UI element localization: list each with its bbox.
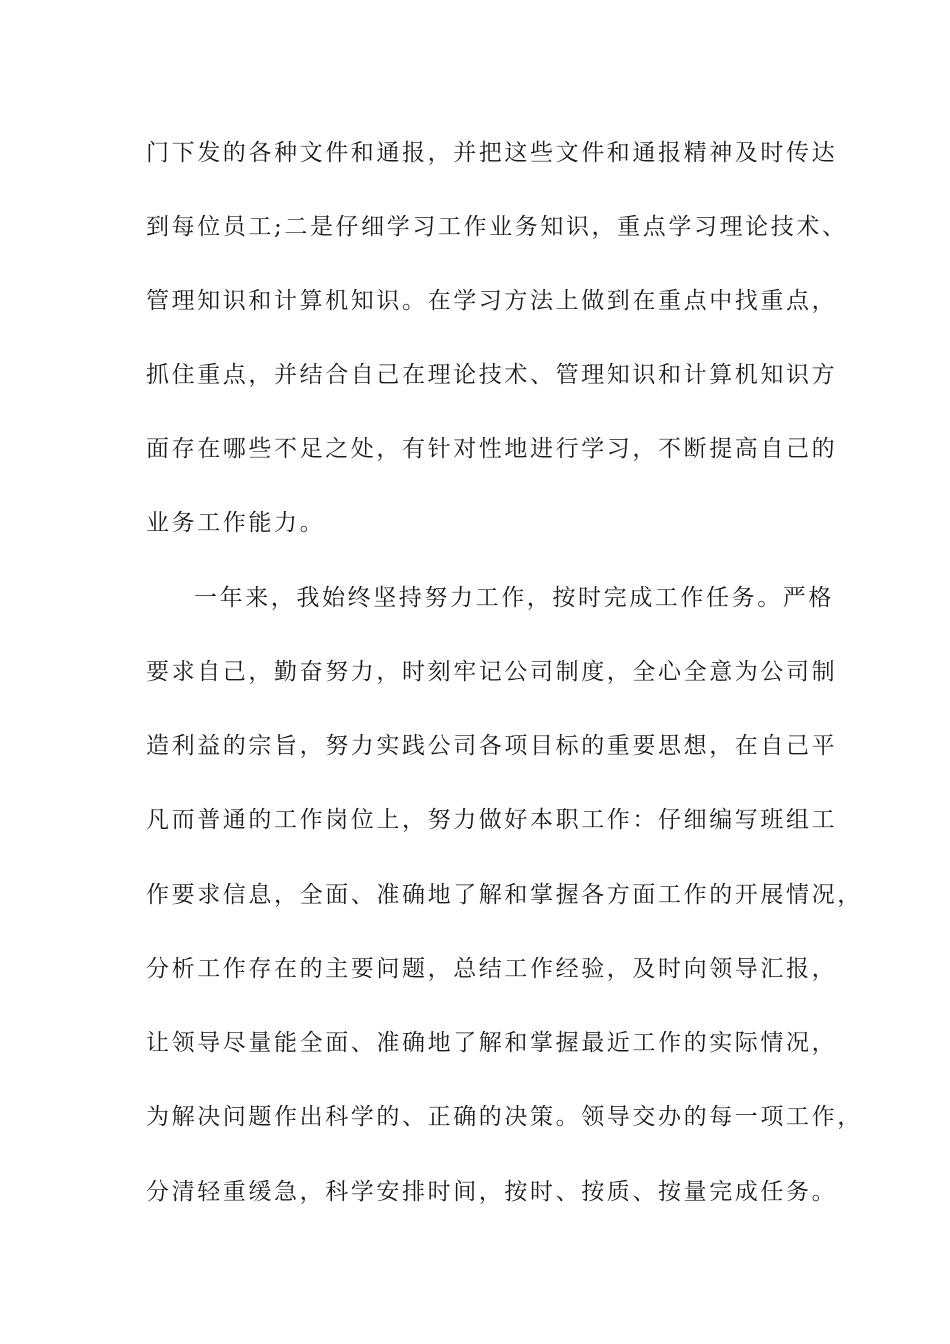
paragraph-line: 要求自己，勤奋努力，时刻牢记公司制度，全心全意为公司制 <box>146 659 838 685</box>
paragraph-line: 分析工作存在的主要问题，总结工作经验，及时向领导汇报， <box>146 956 838 982</box>
paragraph-line: 为解决问题作出科学的、正确的决策。领导交办的每一项工作， <box>146 1104 863 1130</box>
paragraph-line: 凡而普通的工作岗位上，努力做好本职工作：仔细编写班组工 <box>146 807 838 833</box>
paragraph-line: 面存在哪些不足之处，有针对性地进行学习，不断提高自己的 <box>146 436 838 462</box>
paragraph-line: 业务工作能力。 <box>146 510 326 536</box>
paragraph-line: 抓住重点，并结合自己在理论技术、管理知识和计算机知识方 <box>146 362 838 388</box>
paragraph-first-line: 一年来，我始终坚持努力工作，按时完成工作任务。严格 <box>194 585 834 611</box>
paragraph-line: 管理知识和计算机知识。在学习方法上做到在重点中找重点， <box>146 288 838 314</box>
paragraph-line: 分清轻重缓急，科学安排时间，按时、按质、按量完成任务。 <box>146 1179 838 1205</box>
paragraph-line: 门下发的各种文件和通报，并把这些文件和通报精神及时传达 <box>146 140 838 166</box>
paragraph-line: 造利益的宗旨，努力实践公司各项目标的重要思想，在自己平 <box>146 733 838 759</box>
paragraph-line: 作要求信息，全面、准确地了解和掌握各方面工作的开展情况， <box>146 882 863 908</box>
paragraph-line: 到每位员工;二是仔细学习工作业务知识，重点学习理论技术、 <box>146 214 848 240</box>
paragraph-line: 让领导尽量能全面、准确地了解和掌握最近工作的实际情况， <box>146 1030 838 1056</box>
